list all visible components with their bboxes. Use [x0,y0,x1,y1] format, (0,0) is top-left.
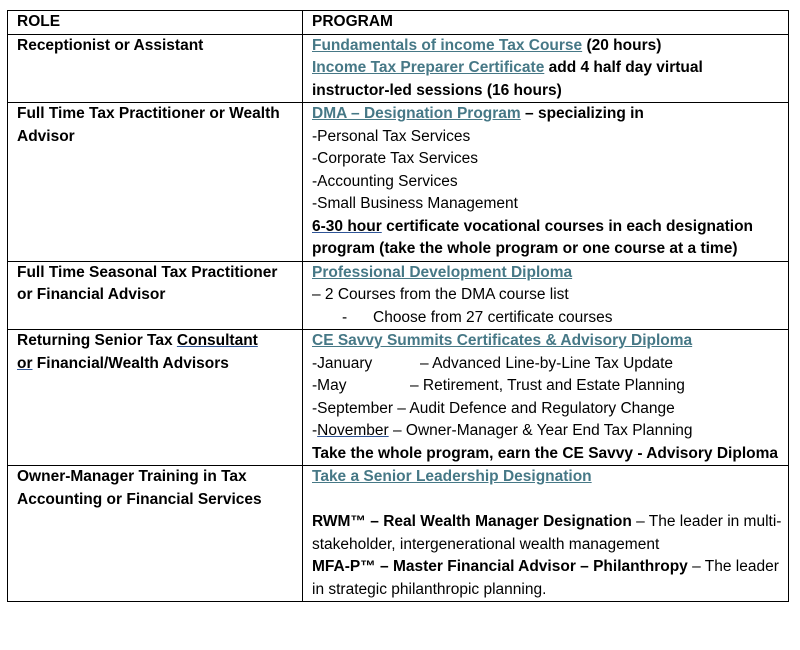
vocational-note: certificate vocational courses in each designation program (take the whole program or one course at a time) [312,217,754,257]
fundamentals-course-link[interactable]: Fundamentals of income Tax Course [312,36,583,54]
hours-range-text: 6-30 hour [312,217,382,235]
advisory-diploma-note: Take the whole program, earn the CE Savvy - Advisory Diploma [312,444,778,462]
table-row [8,261,789,330]
list-item: -Corporate Tax Services [312,150,478,167]
table-row [8,330,789,466]
table-row [8,466,789,602]
professional-development-diploma-link[interactable]: Professional Development Diploma [312,263,573,281]
dma-designation-link[interactable]: DMA – Designation Program [312,105,521,122]
ce-savvy-summits-link[interactable]: CE Savvy Summits Certificates & Advisory Diploma [312,332,693,349]
role-cell: Owner-Manager Training in Tax Accounting or Financial Services [8,466,303,602]
senior-leadership-designation-link[interactable]: Take a Senior Leadership Designation [312,468,592,485]
role-cell: Full Time Seasonal Tax Practitioner or Financial Advisor [8,261,303,330]
program-cell [303,261,789,330]
table-row [8,103,789,262]
rwm-description: – The leader in multi-stakeholder, intergenerational wealth management [312,513,782,553]
header-role: ROLE [8,11,303,35]
list-item: -Personal Tax Services [312,127,471,145]
program-cell [303,34,789,103]
list-item: -November – Owner-Manager & Year End Tax Planning [312,422,693,439]
tax-preparer-certificate-link[interactable]: Income Tax Preparer Certificate [312,59,545,76]
header-row [8,11,789,35]
list-item: -January – Advanced Line-by-Line Tax Update [312,354,674,372]
table-row [8,34,789,103]
list-item: -Accounting Services [312,172,458,190]
hours-text: (20 hours) [582,36,662,54]
mfa-designation-title: MFA-P™ – Master Financial Advisor – Philanthropy [312,558,688,575]
role-program-table [7,10,789,602]
list-item: -Small Business Management [312,195,518,212]
list-item: -May – Retirement, Trust and Estate Planning [312,377,685,394]
role-cell: Returning Senior Tax Consultant or Financial/Wealth Advisors [8,330,303,466]
spacer [312,489,782,512]
program-cell [303,466,789,602]
list-item: - Choose from 27 certificate courses [342,308,613,326]
sessions-text: add 4 half day virtual instructor-led sessions (16 hours) [312,59,703,99]
rwm-designation-title: RWM™ – Real Wealth Manager Designation [312,513,632,530]
list-item: -September – Audit Defence and Regulatory Change [312,399,675,417]
specializing-text: – specializing in [520,105,644,122]
role-cell: Receptionist or Assistant [8,34,303,103]
list-item: – 2 Courses from the DMA course list [312,286,569,303]
program-cell [303,103,789,262]
program-cell [303,330,789,466]
header-program: PROGRAM [303,11,789,35]
mfa-description: – The leader in strategic philanthropic planning. [312,558,779,598]
role-cell: Full Time Tax Practitioner or Wealth Advisor [8,103,303,262]
